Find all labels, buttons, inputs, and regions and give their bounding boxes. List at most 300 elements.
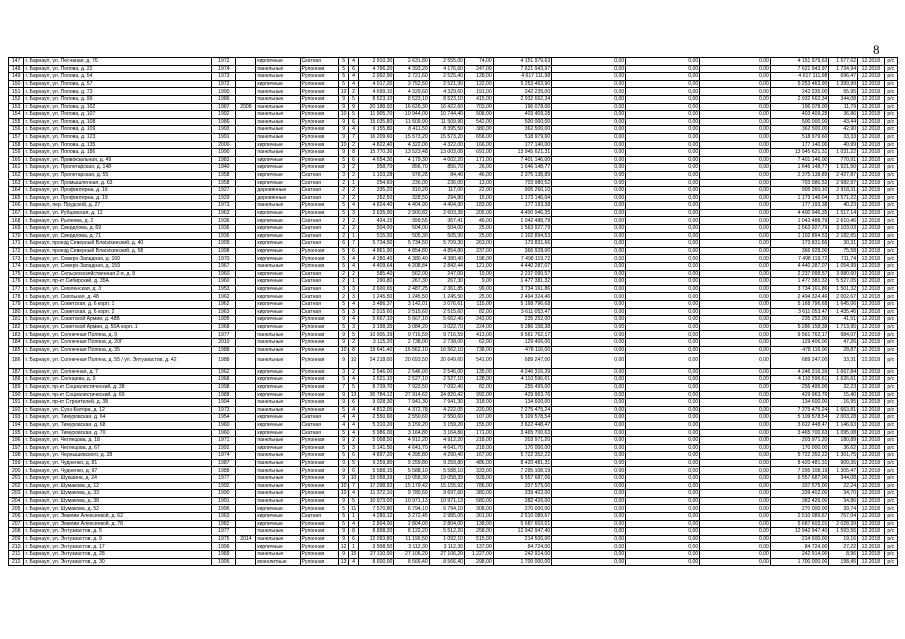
table-cell: Рулонная bbox=[300, 459, 339, 467]
table-cell: 415,00 bbox=[465, 95, 494, 103]
table-cell bbox=[236, 406, 256, 414]
table-cell: 5 bbox=[339, 73, 349, 81]
table-cell: 335,20 bbox=[359, 187, 394, 195]
table-cell: 1993 bbox=[212, 126, 236, 134]
table-cell: 413,00 bbox=[465, 331, 494, 339]
table-cell bbox=[236, 482, 256, 490]
table-cell bbox=[236, 354, 256, 369]
table-cell: 177 193,38 bbox=[770, 202, 829, 210]
table-cell: г. Барнаул, ул. Пролетарская, д. 148 bbox=[24, 164, 212, 172]
table-cell: 2 bbox=[349, 437, 359, 445]
table-cell: г. Барнаул, ул. Шумакова, д. 12 bbox=[24, 482, 212, 490]
table-cell: 5 662,40 bbox=[429, 316, 464, 324]
table-cell: 4 bbox=[349, 406, 359, 414]
table-cell: 209 bbox=[9, 535, 24, 543]
table-cell: 5 588,15 bbox=[359, 467, 394, 475]
table-cell: 12.2018 bbox=[858, 133, 885, 141]
table-cell: 75,58 bbox=[829, 247, 858, 255]
table-cell: 12.2018 bbox=[858, 225, 885, 233]
table-cell: 28,87 bbox=[829, 346, 858, 354]
table-cell: г. Барнаул, ул. Сухэ-Батора, д. 12 bbox=[24, 406, 212, 414]
table-cell: Рулонная bbox=[300, 528, 339, 536]
table-cell: 40,99 bbox=[829, 141, 858, 149]
table-cell: 2 982,97 bbox=[829, 179, 858, 187]
table-cell: 4 380,40 bbox=[394, 255, 429, 263]
table-cell: 3 bbox=[349, 444, 359, 452]
table-cell bbox=[236, 437, 256, 445]
table-cell: 13 bbox=[339, 558, 349, 566]
table-cell: 156 bbox=[9, 126, 24, 134]
table-cell: 172 bbox=[9, 247, 24, 255]
table-cell bbox=[236, 270, 256, 278]
table-cell: 1960 bbox=[212, 429, 236, 437]
table-cell: г. Барнаул, пр-кт Сибирский, д. 35А bbox=[24, 278, 212, 286]
table-cell: панельные bbox=[256, 346, 300, 354]
table-cell: 165 bbox=[9, 194, 24, 202]
table-cell: 0,00 bbox=[626, 285, 700, 293]
table-row bbox=[9, 209, 898, 217]
table-cell bbox=[236, 278, 256, 286]
table-cell: 6 bbox=[349, 467, 359, 475]
table-cell: 186 bbox=[9, 354, 24, 369]
table-row bbox=[9, 65, 898, 73]
table-cell: 10 944,00 bbox=[394, 111, 429, 119]
table-cell: 8 122,20 bbox=[394, 528, 429, 536]
table-cell: 399,55 bbox=[394, 217, 429, 225]
table-cell: 161 bbox=[9, 164, 24, 172]
table-cell: 3 272,45 bbox=[394, 513, 429, 521]
table-cell: 4 246 316,39 bbox=[770, 368, 829, 376]
table-row bbox=[9, 111, 898, 119]
table-cell: 0,00 bbox=[626, 141, 700, 149]
table-cell: 242 235,00 bbox=[770, 88, 829, 96]
table-cell: 0,00 bbox=[626, 156, 700, 164]
table-cell: 0,00 bbox=[700, 118, 771, 126]
table-cell: 3 164,80 bbox=[394, 429, 429, 437]
table-cell: 84 724,00 bbox=[493, 543, 552, 551]
table-cell: 0,00 bbox=[700, 475, 771, 483]
table-cell: панельные bbox=[256, 88, 300, 96]
table-cell: 196 078,00 bbox=[493, 103, 552, 111]
table-cell: 2 610,46 bbox=[829, 217, 858, 225]
table-cell bbox=[236, 444, 256, 452]
table-cell: 6 bbox=[349, 399, 359, 407]
table-cell: 1 399,99 bbox=[829, 80, 858, 88]
table-cell: Рулонная bbox=[300, 202, 339, 210]
table-cell: 0,00 bbox=[626, 103, 700, 111]
table-cell: 0,00 bbox=[700, 452, 771, 460]
table-cell: 0,00 bbox=[700, 217, 771, 225]
table-cell: Рулонная bbox=[300, 490, 339, 498]
table-cell: монолитные bbox=[256, 558, 300, 566]
table-cell: 9 259,80 bbox=[429, 459, 464, 467]
table-cell: 3 752,50 bbox=[394, 80, 429, 88]
table-cell: 1 477 381,32 bbox=[770, 278, 829, 286]
table-cell: 0,00 bbox=[626, 368, 700, 376]
table-row bbox=[9, 156, 898, 164]
table-cell: г. Барнаул, ул. Свердлова, д. 69 bbox=[24, 225, 212, 233]
table-cell: 5 109 578,54 bbox=[770, 414, 829, 422]
table-cell: 177 bbox=[9, 285, 24, 293]
table-cell bbox=[236, 156, 256, 164]
table-row bbox=[9, 73, 898, 81]
table-cell: 0,00 bbox=[700, 338, 771, 346]
table-cell: 366 928,00 bbox=[770, 247, 829, 255]
table-cell: 0,00 bbox=[700, 95, 771, 103]
table-cell: г. Барнаул, проезд Северный Власихинский, д. 40 bbox=[24, 240, 212, 248]
table-cell: 1 626,61 bbox=[829, 376, 858, 384]
table-cell: кирпичные bbox=[256, 543, 300, 551]
table-cell: 1982 bbox=[212, 520, 236, 528]
table-cell: 4 854,80 bbox=[429, 247, 464, 255]
table-cell: г. Барнаул, ул. Рубцовская, д. 12 bbox=[24, 209, 212, 217]
table-cell bbox=[236, 171, 256, 179]
table-cell: Скатная bbox=[300, 513, 339, 521]
table-cell: 3 bbox=[349, 285, 359, 293]
table-cell: 12.2018 bbox=[858, 164, 885, 172]
table-cell: 0,00 bbox=[700, 103, 771, 111]
table-cell: 382 426,00 bbox=[493, 497, 552, 505]
table-cell bbox=[236, 225, 256, 233]
table-cell: 137,00 bbox=[465, 543, 494, 551]
table-cell: панельные bbox=[256, 497, 300, 505]
table-cell: 0,00 bbox=[552, 225, 626, 233]
table-cell: 3 622 448,47 bbox=[493, 421, 552, 429]
table-cell: Рулонная bbox=[300, 316, 339, 324]
table-cell: кирпичные bbox=[256, 308, 300, 316]
table-cell: кирпичные bbox=[256, 80, 300, 88]
table-cell: 4 861,90 bbox=[359, 247, 394, 255]
table-cell: 1992 bbox=[212, 482, 236, 490]
table-cell: 196 078,00 bbox=[770, 103, 829, 111]
table-cell: 173 831,66 bbox=[770, 240, 829, 248]
table-cell: 148 bbox=[9, 65, 24, 73]
table-cell: 82,00 bbox=[465, 308, 494, 316]
table-cell: 46,00 bbox=[465, 217, 494, 225]
table-cell: 0,00 bbox=[626, 126, 700, 134]
table-row bbox=[9, 232, 898, 240]
table-cell: 0,00 bbox=[626, 73, 700, 81]
table-cell: кирпичные bbox=[256, 270, 300, 278]
table-cell: 62,00 bbox=[465, 338, 494, 346]
table-cell: 1 646 148,77 bbox=[493, 164, 552, 172]
table-cell: г. Барнаул, ул. Шукшина, д. 24 bbox=[24, 475, 212, 483]
table-cell: 505,30 bbox=[394, 232, 429, 240]
table-cell: 5 687 603,01 bbox=[770, 520, 829, 528]
table-cell: 20 649,60 bbox=[429, 354, 464, 369]
table-cell: 5 310,20 bbox=[359, 421, 394, 429]
table-cell: 192 bbox=[9, 406, 24, 414]
table-cell: 12.2018 bbox=[858, 156, 885, 164]
table-cell: г. Барнаул, проезд Северный Власихинский, д. 58 bbox=[24, 247, 212, 255]
table-cell: 1 bbox=[349, 513, 359, 521]
table-row bbox=[9, 247, 898, 255]
table-cell: 134 600,00 bbox=[770, 399, 829, 407]
table-cell: 0,00 bbox=[552, 301, 626, 309]
table-cell: 2000 bbox=[212, 141, 236, 149]
table-cell: 27 106,20 bbox=[429, 551, 464, 559]
table-cell: г. Барнаул, ул. Попова, д. 107 bbox=[24, 111, 212, 119]
table-cell: 26,00 bbox=[465, 164, 494, 172]
table-cell: 2 bbox=[349, 217, 359, 225]
table-cell: 500 000,00 bbox=[770, 118, 829, 126]
table-cell: 0,00 bbox=[626, 323, 700, 331]
table-cell: 84 724,00 bbox=[770, 543, 829, 551]
table-row bbox=[9, 88, 898, 96]
table-cell: 4 812,05 bbox=[359, 406, 394, 414]
table-cell: 1 563 927,79 bbox=[770, 225, 829, 233]
table-cell bbox=[236, 543, 256, 551]
table-cell: 1 042 488,79 bbox=[493, 217, 552, 225]
table-cell: 5 722 352,22 bbox=[493, 452, 552, 460]
table-cell: 0,00 bbox=[552, 558, 626, 566]
table-cell: 55,95 bbox=[829, 88, 858, 96]
table-cell: 5 bbox=[339, 58, 349, 66]
table-cell: 2 600,65 bbox=[359, 285, 394, 293]
table-cell: 1960 bbox=[212, 270, 236, 278]
table-cell: 12.2018 bbox=[858, 209, 885, 217]
table-cell: 1995 bbox=[212, 316, 236, 324]
table-row bbox=[9, 270, 898, 278]
table-cell: 4 824,40 bbox=[359, 202, 394, 210]
table-cell: 0,00 bbox=[552, 293, 626, 301]
table-cell: 0,00 bbox=[626, 232, 700, 240]
table-cell: г. Барнаул, ул. Солнечная, д. 7 bbox=[24, 368, 212, 376]
table-row bbox=[9, 179, 898, 187]
table-row bbox=[9, 331, 898, 339]
table-cell: 7 498 119,72 bbox=[770, 255, 829, 263]
table-cell: 12.2018 bbox=[858, 429, 885, 437]
table-cell: 0,00 bbox=[700, 482, 771, 490]
table-cell: 6 557 687,06 bbox=[493, 475, 552, 483]
table-cell: 4 796,20 bbox=[359, 65, 394, 73]
table-cell: р/с bbox=[884, 156, 897, 164]
table-cell: г. Барнаул, ул. Солнцева, д. 9 bbox=[24, 376, 212, 384]
table-cell: 12.2018 bbox=[858, 414, 885, 422]
table-cell: р/с bbox=[884, 270, 897, 278]
table-cell: 3 611 053,47 bbox=[493, 308, 552, 316]
table-cell: 4 bbox=[349, 80, 359, 88]
table-cell: 2 003,28 bbox=[829, 414, 858, 422]
table-cell: 16 562,10 bbox=[429, 346, 464, 354]
table-cell: 0,00 bbox=[552, 164, 626, 172]
table-cell: 5 bbox=[339, 301, 349, 309]
table-cell: 3 112,30 bbox=[429, 543, 464, 551]
table-cell: р/с bbox=[884, 482, 897, 490]
table-cell: 11 196,50 bbox=[394, 535, 429, 543]
table-cell: 703 980,52 bbox=[770, 179, 829, 187]
table-cell: Рулонная bbox=[300, 141, 339, 149]
table-cell: 0,00 bbox=[700, 513, 771, 521]
table-cell: 0,00 bbox=[626, 482, 700, 490]
table-cell: 344,08 bbox=[829, 95, 858, 103]
table-cell bbox=[236, 475, 256, 483]
table-cell: 909,36 bbox=[829, 459, 858, 467]
table-cell: 3 bbox=[349, 209, 359, 217]
table-cell: г. Барнаул, ул. Профинтерна, д. 16 bbox=[24, 187, 212, 195]
table-cell: 1 054,99 bbox=[829, 263, 858, 271]
table-cell: 770,91 bbox=[829, 156, 858, 164]
table-cell: 2 bbox=[349, 338, 359, 346]
table-cell: р/с bbox=[884, 95, 897, 103]
table-cell: 5 bbox=[339, 255, 349, 263]
table-cell: 5 bbox=[339, 202, 349, 210]
table-cell: г. Барнаул, ул. Эмилии Алексеевой, д. 62 bbox=[24, 513, 212, 521]
table-cell: 333,00 bbox=[465, 467, 494, 475]
table-cell: 8 bbox=[349, 528, 359, 536]
table-cell: 5 667,10 bbox=[359, 316, 394, 324]
table-cell: 12.2018 bbox=[858, 293, 885, 301]
table-cell: 0,00 bbox=[626, 331, 700, 339]
table-cell: 12.2018 bbox=[858, 73, 885, 81]
table-cell: 2 992,90 bbox=[359, 73, 394, 81]
table-cell: 0,00 bbox=[700, 368, 771, 376]
table-cell: 4 912,20 bbox=[429, 437, 464, 445]
table-cell: 8 523,10 bbox=[394, 95, 429, 103]
table-cell: 0,00 bbox=[552, 316, 626, 324]
table-cell: 696,47 bbox=[829, 73, 858, 81]
table-cell: 1977 bbox=[212, 475, 236, 483]
table-row bbox=[9, 141, 898, 149]
table-cell: 366 928,00 bbox=[493, 247, 552, 255]
table-cell: 767,04 bbox=[829, 513, 858, 521]
table-cell: 115,00 bbox=[465, 301, 494, 309]
table-cell: 1968 bbox=[212, 323, 236, 331]
table-cell: 856,70 bbox=[394, 164, 429, 172]
table-cell: 2 721,60 bbox=[394, 73, 429, 81]
table-cell: 0,00 bbox=[626, 58, 700, 66]
table-cell: 12.2018 bbox=[858, 383, 885, 391]
table-cell: 212 bbox=[9, 558, 24, 566]
table-cell: 1 663,81 bbox=[829, 406, 858, 414]
table-cell: 2 182,65 bbox=[829, 232, 858, 240]
table-cell: 4 bbox=[349, 490, 359, 498]
table-cell: р/с bbox=[884, 528, 897, 536]
table-cell: 2 bbox=[339, 217, 349, 225]
table-cell: 0,00 bbox=[552, 467, 626, 475]
table-cell: 0,00 bbox=[552, 171, 626, 179]
table-cell: 5 687 603,01 bbox=[493, 520, 552, 528]
table-cell: 2 932 662,34 bbox=[770, 95, 829, 103]
table-row bbox=[9, 133, 898, 141]
table-cell: 175 bbox=[9, 270, 24, 278]
table-cell: 2 002,67 bbox=[829, 293, 858, 301]
table-row bbox=[9, 520, 898, 528]
table-cell: 32,23 bbox=[829, 383, 858, 391]
table-cell: 1963 bbox=[212, 513, 236, 521]
table-cell: 6 bbox=[349, 156, 359, 164]
table-cell: 194 bbox=[9, 421, 24, 429]
table-cell: 9 bbox=[339, 459, 349, 467]
table-cell: Рулонная bbox=[300, 338, 339, 346]
table-cell: деревянные bbox=[256, 187, 300, 195]
table-cell: 8,96 bbox=[829, 551, 858, 559]
table-cell: 2 631,80 bbox=[394, 58, 429, 66]
table-cell: Скатная bbox=[300, 301, 339, 309]
table-cell: 1974 bbox=[212, 452, 236, 460]
table-cell bbox=[236, 95, 256, 103]
table-cell: 562,00 bbox=[394, 270, 429, 278]
table-cell: 2 bbox=[339, 232, 349, 240]
table-cell: 4 897,20 bbox=[359, 452, 394, 460]
table-cell: 178 bbox=[9, 293, 24, 301]
table-cell: 0,00 bbox=[626, 225, 700, 233]
table-cell: 171,00 bbox=[465, 429, 494, 437]
table-cell: 1988 bbox=[212, 354, 236, 369]
table-cell: р/с bbox=[884, 308, 897, 316]
table-row bbox=[9, 467, 898, 475]
table-cell: 4 bbox=[349, 73, 359, 81]
table-cell: 1936 bbox=[212, 225, 236, 233]
table-cell: 247,00 bbox=[429, 270, 464, 278]
table-cell: 3 198,35 bbox=[359, 323, 394, 331]
table-cell: 149 bbox=[9, 73, 24, 81]
table-cell: г. Барнаул, ул. Солнечная Поляна, д. 9 bbox=[24, 331, 212, 339]
table-cell: 2 bbox=[339, 293, 349, 301]
table-row bbox=[9, 475, 898, 483]
table-cell: 47,26 bbox=[829, 338, 858, 346]
table-cell: 0,00 bbox=[552, 490, 626, 498]
table-cell: 0,00 bbox=[552, 406, 626, 414]
table-cell: р/с bbox=[884, 513, 897, 521]
table-cell: Рулонная bbox=[300, 111, 339, 119]
table-cell: 5 bbox=[339, 406, 349, 414]
table-cell: 206 bbox=[9, 513, 24, 521]
table-cell: кирпичные bbox=[256, 255, 300, 263]
table-cell: 337 575,00 bbox=[493, 482, 552, 490]
table-cell: р/с bbox=[884, 429, 897, 437]
table-cell: 0,00 bbox=[700, 232, 771, 240]
table-cell: 0,00 bbox=[626, 513, 700, 521]
table-cell: 1 bbox=[349, 232, 359, 240]
table-cell: Рулонная bbox=[300, 133, 339, 141]
table-cell: г. Барнаул, ул. Чеглецова, д. 18 bbox=[24, 437, 212, 445]
table-cell: 5 bbox=[349, 111, 359, 119]
table-cell: Рулонная bbox=[300, 263, 339, 271]
table-cell: 5 734,50 bbox=[359, 240, 394, 248]
table-cell: 5 109 578,54 bbox=[493, 414, 552, 422]
table-cell: 191,00 bbox=[465, 88, 494, 96]
table-cell: 703 980,52 bbox=[493, 179, 552, 187]
table-cell: 1972 bbox=[212, 58, 236, 66]
table-cell: 10 744,40 bbox=[429, 111, 464, 119]
table-cell: 711,74 bbox=[829, 255, 858, 263]
table-cell: 197 bbox=[9, 444, 24, 452]
table-cell: 992,00 bbox=[465, 391, 494, 399]
table-cell bbox=[236, 346, 256, 354]
table-cell: кирпичные bbox=[256, 164, 300, 172]
table-cell: 0,00 bbox=[626, 551, 700, 559]
table-cell: 1960 bbox=[212, 278, 236, 286]
table-cell: 166,00 bbox=[465, 141, 494, 149]
table-cell: 0,00 bbox=[552, 376, 626, 384]
table-cell: 0,00 bbox=[552, 346, 626, 354]
table-cell: Рулонная bbox=[300, 65, 339, 73]
table-cell bbox=[236, 88, 256, 96]
table-cell: 2 237 099,57 bbox=[493, 270, 552, 278]
table-cell: 1929 bbox=[212, 194, 236, 202]
table-cell: 214 500,00 bbox=[770, 535, 829, 543]
table-cell: 3 142,01 bbox=[394, 301, 429, 309]
table-cell: панельные bbox=[256, 490, 300, 498]
table-cell: г. Барнаул, ул. Энтузиастов, д. 30 bbox=[24, 558, 212, 566]
table-cell: 4 409,64 bbox=[359, 263, 394, 271]
table-row bbox=[9, 558, 898, 566]
table-cell: 1990 bbox=[212, 149, 236, 157]
table-row bbox=[9, 164, 898, 172]
table-cell: панельные bbox=[256, 551, 300, 559]
table-cell: 242 914,00 bbox=[770, 551, 829, 559]
